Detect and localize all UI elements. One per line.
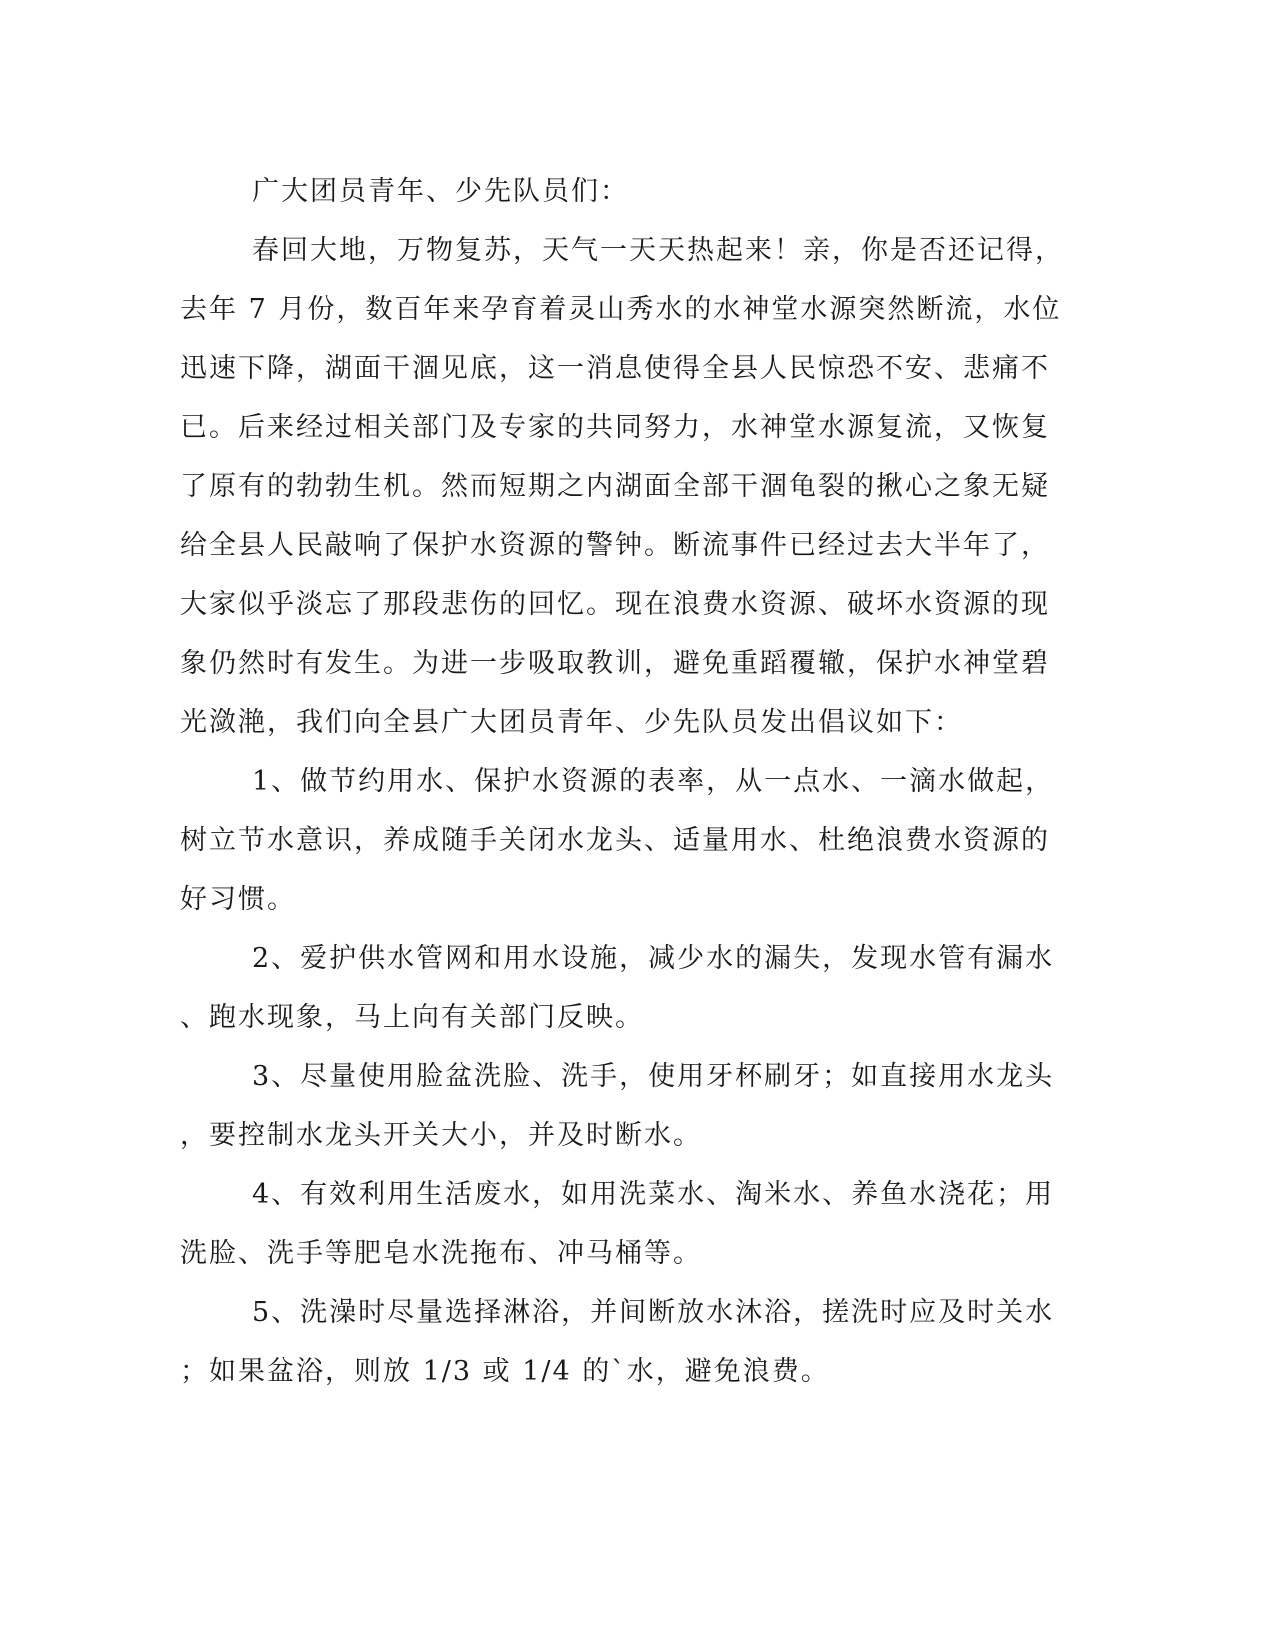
- proposal-item-3: [180, 1047, 1060, 1165]
- paragraph-line: 了原有的勃勃生机。然而短期之内湖面全部干涸龟裂的揪心之象无疑: [180, 471, 1050, 502]
- paragraph-line: 、跑水现象，马上向有关部门反映。: [180, 1002, 644, 1033]
- paragraph-line: 光潋滟，我们向全县广大团员青年、少先队员发出倡议如下：: [180, 707, 963, 738]
- proposal-item-2: [180, 929, 1060, 1047]
- paragraph-line: 5、洗澡时尽量选择淋浴，并间断放水沐浴，搓洗时应及时关水: [252, 1297, 1055, 1328]
- paragraph-line: 1、做节约用水、保护水资源的表率，从一点水、一滴水做起，: [252, 766, 1055, 797]
- paragraph-line: 迅速下降，湖面干涸见底，这一消息使得全县人民惊恐不安、悲痛不: [180, 353, 1050, 384]
- paragraph-line: ，要控制水龙头开关大小，并及时断水。: [180, 1120, 702, 1151]
- paragraph-line: 3、尽量使用脸盆洗脸、洗手，使用牙杯刷牙；如直接用水龙头: [252, 1061, 1055, 1092]
- paragraph-line: 好习惯。: [180, 884, 296, 915]
- paragraph-line: 4、有效利用生活废水，如用洗菜水、淘米水、养鱼水浇花；用: [252, 1179, 1055, 1210]
- proposal-item-1: [180, 752, 1060, 929]
- paragraph-line: 树立节水意识，养成随手关闭水龙头、适量用水、杜绝浪费水资源的: [180, 825, 1050, 856]
- paragraph-line: 春回大地，万物复苏，天气一天天热起来！亲，你是否还记得，: [252, 235, 1064, 266]
- paragraph-line: 已。后来经过相关部门及专家的共同努力，水神堂水源复流，又恢复: [180, 412, 1050, 443]
- paragraph-intro: [180, 221, 1064, 752]
- paragraph-line: 2、爱护供水管网和用水设施，减少水的漏失，发现水管有漏水: [252, 943, 1055, 974]
- paragraph-line: 去年 7 月份，数百年来孕育着灵山秀水的水神堂水源突然断流，水位: [180, 294, 1062, 325]
- document-body: [180, 162, 1064, 1401]
- salutation: 广大团员青年、少先队员们：: [252, 176, 629, 207]
- paragraph-line: ；如果盆浴，则放 1/3 或 1/4 的`水，避免浪费。: [180, 1356, 830, 1387]
- paragraph-line: 洗脸、洗手等肥皂水洗拖布、冲马桶等。: [180, 1238, 702, 1269]
- paragraph-line: 给全县人民敲响了保护水资源的警钟。断流事件已经过去大半年了，: [180, 530, 1050, 561]
- proposal-item-4: [180, 1165, 1060, 1283]
- proposal-item-5: [180, 1283, 1060, 1401]
- paragraph-line: 象仍然时有发生。为进一步吸取教训，避免重蹈覆辙，保护水神堂碧: [180, 648, 1050, 679]
- paragraph-line: 大家似乎淡忘了那段悲伤的回忆。现在浪费水资源、破坏水资源的现: [180, 589, 1050, 620]
